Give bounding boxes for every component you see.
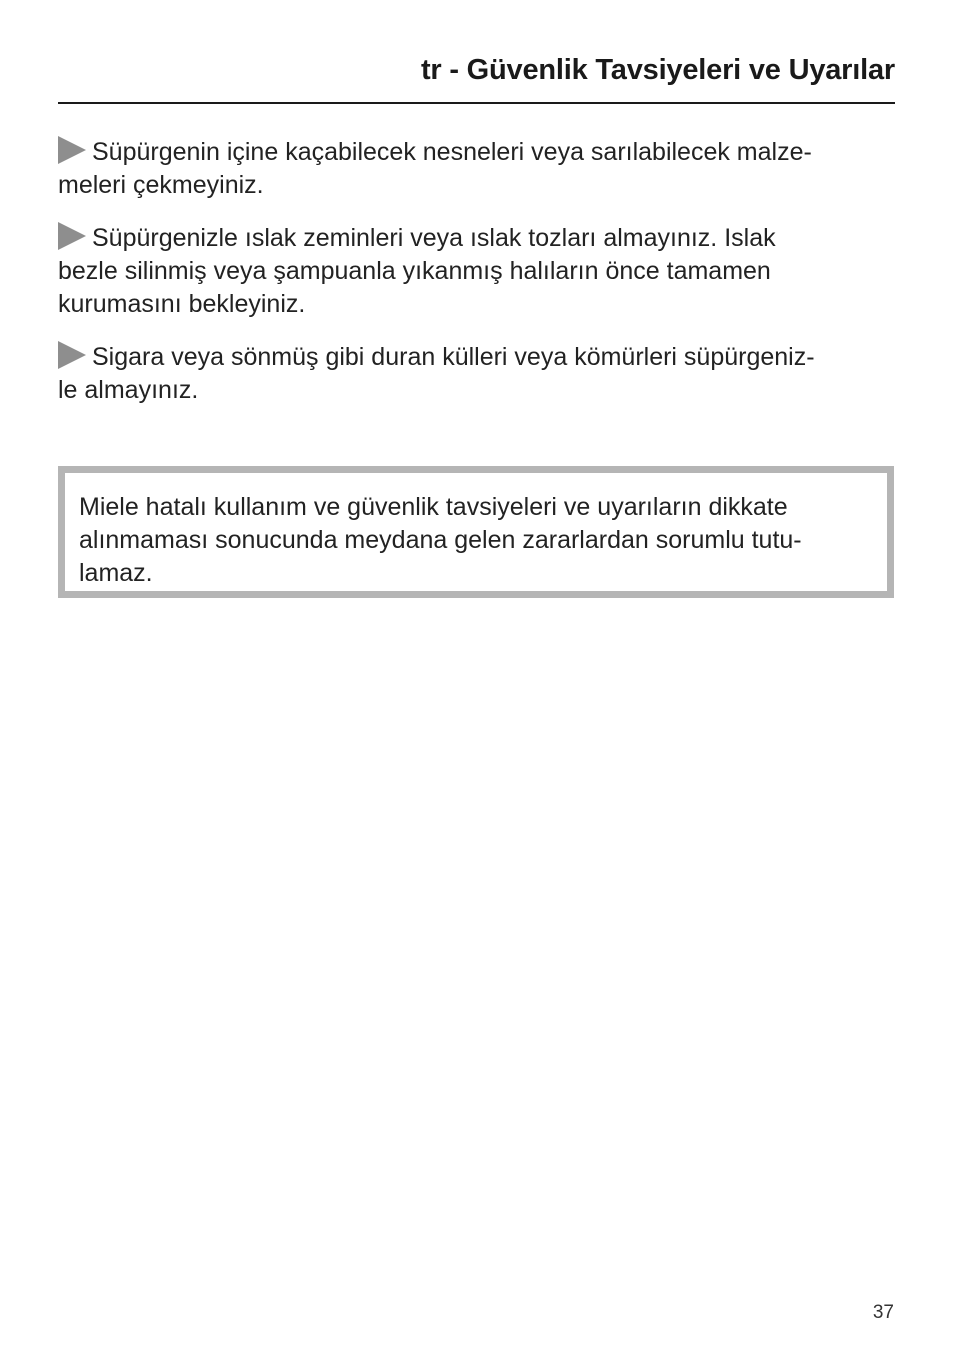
page-title: tr - Güvenlik Tavsiyeleri ve Uyarılar	[420, 54, 895, 86]
warning-line	[58, 341, 894, 374]
page-number: 37	[872, 1302, 894, 1323]
warning-line: bezle silinmiş veya şampuanla yıkanmış halıların önce tamamen	[58, 257, 771, 285]
warning-item	[58, 341, 894, 407]
notice-line: Miele hatalı kullanım ve güvenlik tavsiyeleri ve uyarıların dikkate	[79, 493, 788, 521]
warning-line-text: Süpürgenin içine kaçabilecek nesneleri veya sarılabilecek malze-	[92, 138, 812, 166]
warning-line	[58, 222, 894, 255]
warning-line-text: Sigara veya sönmüş gibi duran külleri veya kömürleri süpürgeniz-	[92, 343, 815, 371]
liability-notice-text	[79, 491, 802, 590]
warning-line: meleri çekmeyiniz.	[58, 171, 264, 199]
warnings-list	[58, 136, 894, 427]
notice-line: alınmaması sonucunda meydana gelen zararlardan sorumlu tutu-	[79, 526, 802, 554]
page-header	[58, 52, 895, 104]
warning-line: le almayınız.	[58, 376, 199, 404]
liability-notice-box	[58, 466, 894, 598]
warning-item	[58, 136, 894, 202]
warning-item	[58, 222, 894, 321]
warning-line	[58, 136, 894, 169]
triangle-arrow-icon	[58, 136, 86, 164]
triangle-arrow-icon	[58, 222, 86, 250]
notice-line: lamaz.	[79, 559, 153, 587]
triangle-arrow-icon	[58, 341, 86, 369]
warning-line-text: Süpürgenizle ıslak zeminleri veya ıslak tozları almayınız. Islak	[92, 224, 776, 252]
warning-line: kurumasını bekleyiniz.	[58, 290, 306, 318]
